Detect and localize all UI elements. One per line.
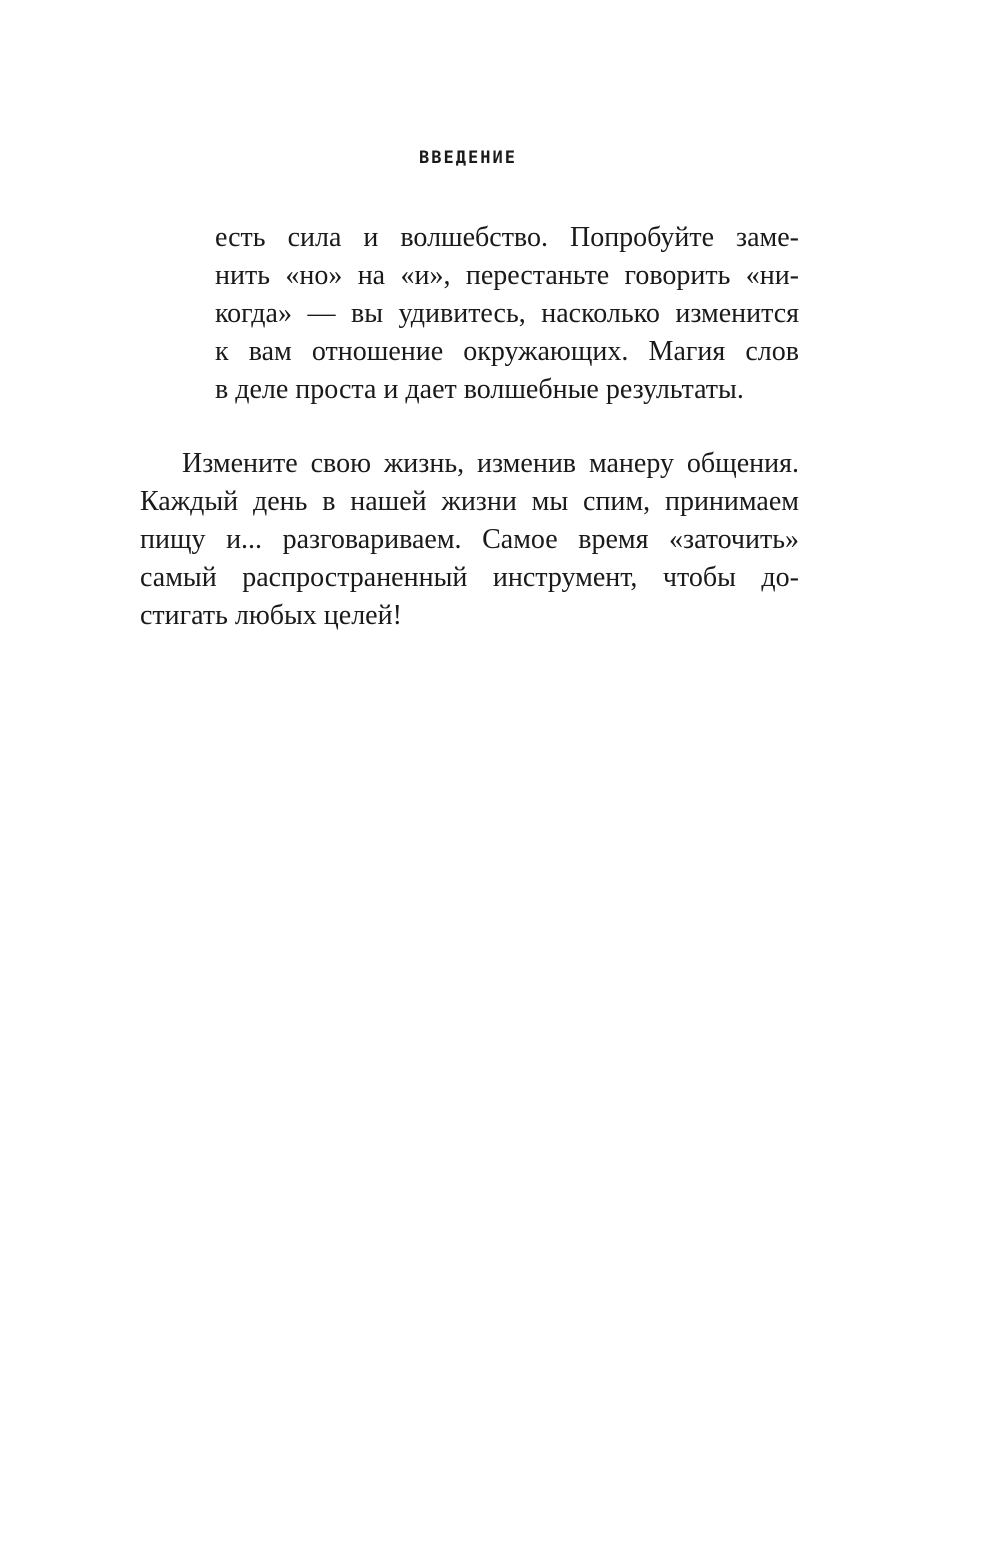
quote-line: в деле проста и дает волшебные результаты. [215, 374, 744, 405]
quote-line: есть сила и волшебство. Попробуйте заме- [215, 222, 799, 253]
quote-line: нить «но» на «и», перестаньте говорить «ни- [215, 260, 799, 291]
paragraph-line: Измените свою жизнь, изменив манеру общения. [182, 448, 799, 479]
paragraph-line: пищу и... разговариваем. Самое время «заточить» [140, 524, 799, 555]
paragraph-line: стигать любых целей! [140, 600, 402, 631]
quote-line: к вам отношение окружающих. Магия слов [215, 336, 799, 367]
running-head: ВВЕДЕНИЕ [419, 148, 517, 168]
quote-line: когда» — вы удивитесь, насколько изменится [215, 298, 799, 329]
paragraph-line: самый распространенный инструмент, чтобы до- [140, 562, 799, 593]
paragraph-line: Каждый день в нашей жизни мы спим, принимаем [140, 486, 799, 517]
